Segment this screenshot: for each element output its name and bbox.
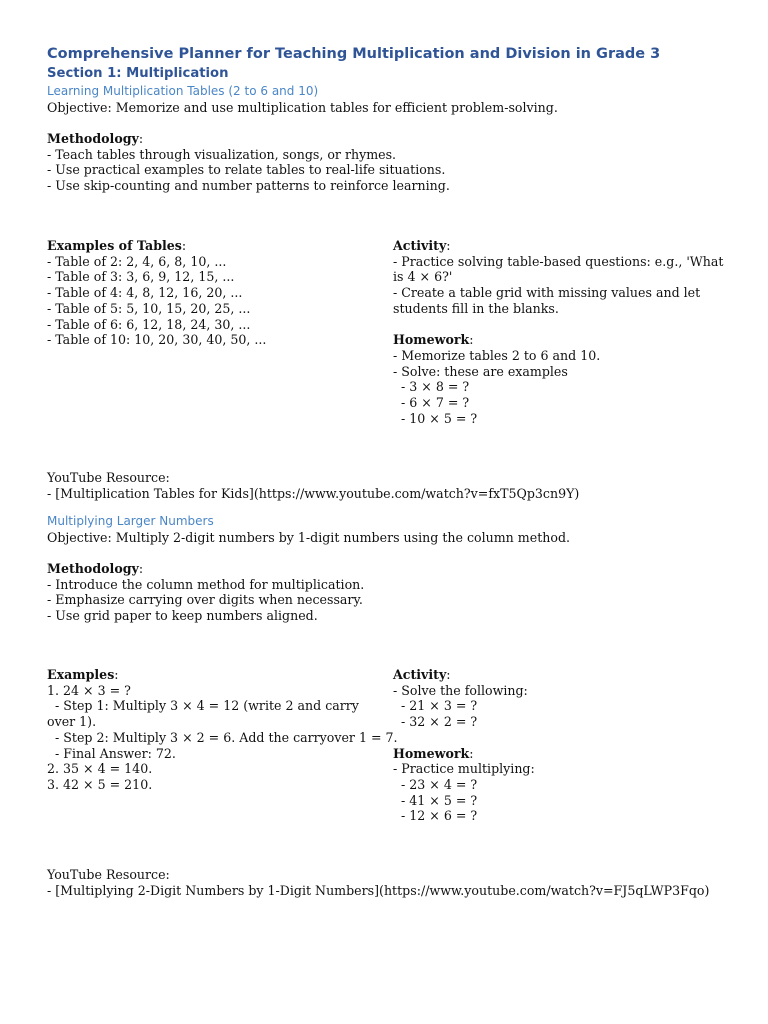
list-item: - Use practical examples to relate tables to real-life situations. [47, 162, 446, 178]
youtube-label: YouTube Resource: [47, 867, 170, 882]
activity-heading [393, 667, 728, 683]
list-item: - Step 1: Multiply 3 × 4 = 12 (write 2 and carry over 1). [47, 698, 363, 730]
list-item: - 21 × 3 = ? [393, 698, 478, 714]
methodology-larger-numbers [47, 561, 727, 624]
list-item: - Practice solving table-based questions: e.g., 'What is 4 × 6?' [393, 253, 724, 285]
examples-heading [47, 667, 375, 683]
activity-homework-larger-numbers [393, 667, 728, 824]
list-item: - 23 × 4 = ? [393, 776, 478, 792]
homework-colon: : [469, 745, 474, 761]
examples-label: Examples of Tables [47, 238, 182, 253]
methodology-colon: : [138, 131, 144, 146]
examples-colon: : [114, 667, 119, 682]
list-item: - 10 × 5 = ? [393, 410, 478, 426]
examples-larger-numbers [47, 667, 398, 793]
objective-larger-numbers: Objective: Multiply 2-digit numbers by 1-digit numbers using the column method. [47, 530, 571, 545]
list-item: - 12 × 6 = ? [393, 808, 478, 824]
list-item: - 32 × 2 = ? [393, 714, 478, 730]
examples-colon: : [181, 238, 187, 253]
activity-label: Activity [393, 238, 447, 253]
list-item: - Table of 3: 3, 6, 9, 12, 15, ... [47, 269, 235, 285]
list-item: - Final Answer: 72. [47, 745, 176, 761]
youtube-resource-larger-numbers [47, 867, 747, 898]
activity-heading [393, 238, 728, 254]
methodology-heading [47, 131, 727, 147]
methodology-heading [47, 561, 727, 577]
list-item: - Table of 5: 5, 10, 15, 20, 25, ... [47, 300, 251, 316]
list-item: - Use grid paper to keep numbers aligned. [47, 608, 318, 624]
list-item: - Use skip-counting and number patterns to reinforce learning. [47, 178, 450, 194]
activity-homework-tables [393, 238, 728, 426]
list-item: - Step 2: Multiply 3 × 2 = 6. Add the carryover 1 = 7. [47, 729, 398, 745]
list-item: - Create a table grid with missing values and let students fill in the blanks. [393, 285, 701, 316]
list-item: - Teach tables through visualization, songs, or rhymes. [47, 146, 397, 162]
objective-tables: Objective: Memorize and use multiplication tables for efficient problem-solving. [47, 100, 558, 115]
homework-label: Homework [393, 332, 470, 348]
list-item: 2. 35 × 4 = 140. [47, 761, 153, 777]
list-item: - Table of 4: 4, 8, 12, 16, 20, ... [47, 285, 243, 301]
homework-heading [393, 332, 728, 348]
activity-colon: : [446, 667, 451, 682]
list-item: - Table of 2: 2, 4, 6, 8, 10, ... [47, 253, 227, 269]
methodology-label: Methodology [47, 131, 139, 146]
methodology-label: Methodology [47, 561, 139, 576]
list-item: - 3 × 8 = ? [393, 379, 470, 395]
homework-colon: : [469, 332, 474, 348]
homework-heading [393, 746, 728, 762]
activity-colon: : [446, 238, 451, 253]
list-item: 3. 42 × 5 = 210. [47, 776, 153, 792]
document-title: Comprehensive Planner for Teaching Multiplication and Division in Grade 3 [47, 46, 661, 62]
list-item: - Practice multiplying: [393, 761, 535, 777]
list-item: - Solve the following: [393, 682, 528, 698]
list-item: - 41 × 5 = ? [393, 792, 478, 808]
youtube-resource-tables [47, 470, 747, 501]
youtube-link[interactable]: - [Multiplying 2-Digit Numbers by 1-Digit Numbers](https://www.youtube.com/watch?v=FJ5qLWP3Fqo) [47, 882, 710, 898]
section-heading: Section 1: Multiplication [47, 66, 229, 81]
examples-label: Examples [47, 667, 115, 682]
list-item: - 6 × 7 = ? [393, 395, 470, 411]
examples-heading [47, 238, 377, 254]
activity-label: Activity [393, 667, 447, 682]
homework-label: Homework [393, 745, 470, 761]
methodology-colon: : [138, 561, 144, 576]
list-item: 1. 24 × 3 = ? [47, 682, 131, 698]
examples-tables [47, 238, 377, 348]
list-item: - Solve: these are examples [393, 363, 568, 379]
subsection-heading-tables: Learning Multiplication Tables (2 to 6 and 10) [47, 84, 319, 98]
youtube-link[interactable]: - [Multiplication Tables for Kids](https://www.youtube.com/watch?v=fxT5Qp3cn9Y) [47, 485, 580, 501]
list-item: - Memorize tables 2 to 6 and 10. [393, 347, 601, 363]
methodology-tables [47, 131, 727, 194]
youtube-label: YouTube Resource: [47, 470, 170, 485]
list-item: - Table of 6: 6, 12, 18, 24, 30, ... [47, 316, 251, 332]
list-item: - Table of 10: 10, 20, 30, 40, 50, ... [47, 332, 267, 348]
list-item: - Emphasize carrying over digits when necessary. [47, 592, 363, 608]
subsection-heading-larger-numbers: Multiplying Larger Numbers [47, 514, 214, 528]
list-item: - Introduce the column method for multiplication. [47, 576, 365, 592]
